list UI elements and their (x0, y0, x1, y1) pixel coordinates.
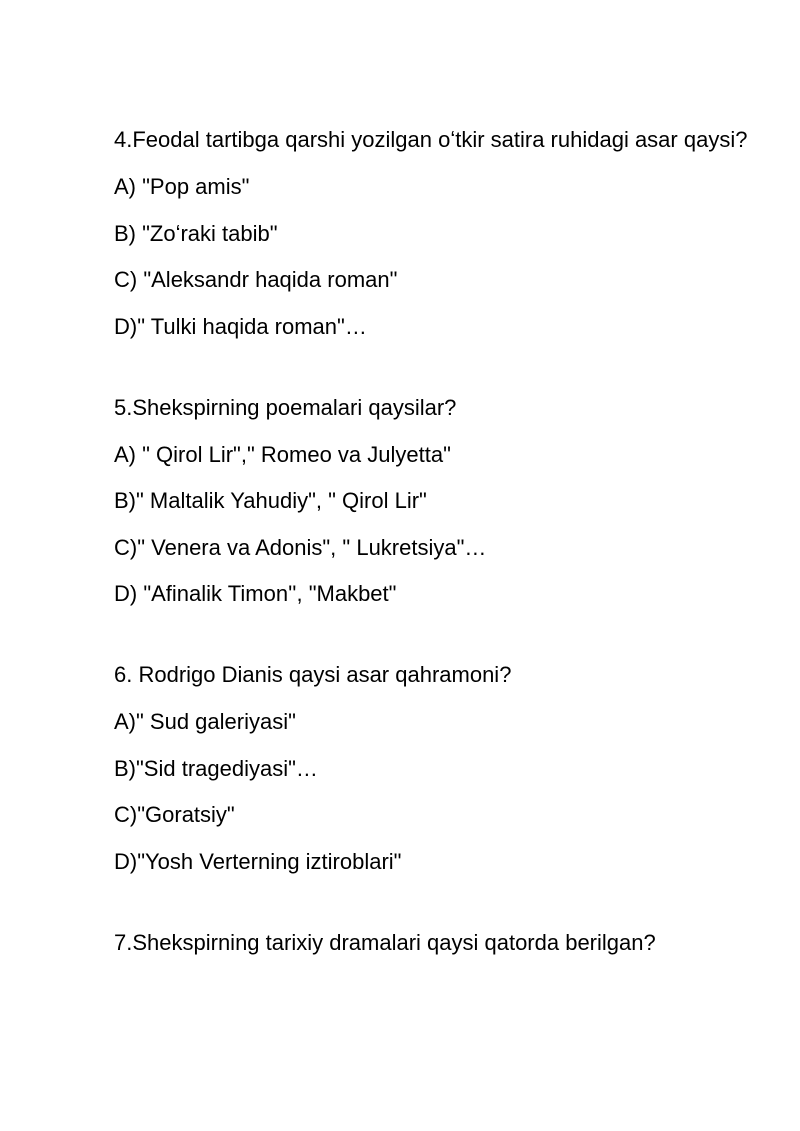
question-text: 4.Feodal tartibga qarshi yozilgan oʻtkir satira ruhidagi asar qaysi? (114, 127, 748, 152)
option-d: D)"Yosh Verterning iztiroblari" (114, 848, 402, 874)
option-a: A)" Sud galeriyasi" (114, 709, 296, 734)
option-c: C)"Goratsiy" (114, 802, 235, 827)
option-c: C)" Venera va Adonis", " Lukretsiya"… (114, 534, 487, 560)
option-b: B) "Zoʻraki tabib" (114, 220, 278, 246)
quiz-content (114, 122, 754, 1006)
option-d: D)" Tulki haqida roman"… (114, 313, 367, 339)
option-b: B)" Maltalik Yahudiy", " Qirol Lir" (114, 488, 427, 513)
question-7 (114, 925, 754, 961)
question-5 (114, 390, 754, 613)
question-text: 7.Shekspirning tarixiy dramalari qaysi qatorda berilgan? (114, 929, 656, 955)
question-6 (114, 657, 754, 880)
option-d: D) "Afinalik Timon'', "Makbet" (114, 581, 397, 606)
option-a: A) "Pop amis" (114, 174, 250, 199)
option-a: A) " Qirol Lir"," Romeo va Julyetta" (114, 441, 451, 467)
question-text: 6. Rodrigo Dianis qaysi asar qahramoni? (114, 662, 512, 687)
question-text: 5.Shekspirning poemalari qaysilar? (114, 394, 457, 420)
option-b: B)"Sid tragediyasi"… (114, 755, 318, 781)
question-4 (114, 122, 754, 345)
option-c: C) "Aleksandr haqida roman" (114, 267, 398, 292)
